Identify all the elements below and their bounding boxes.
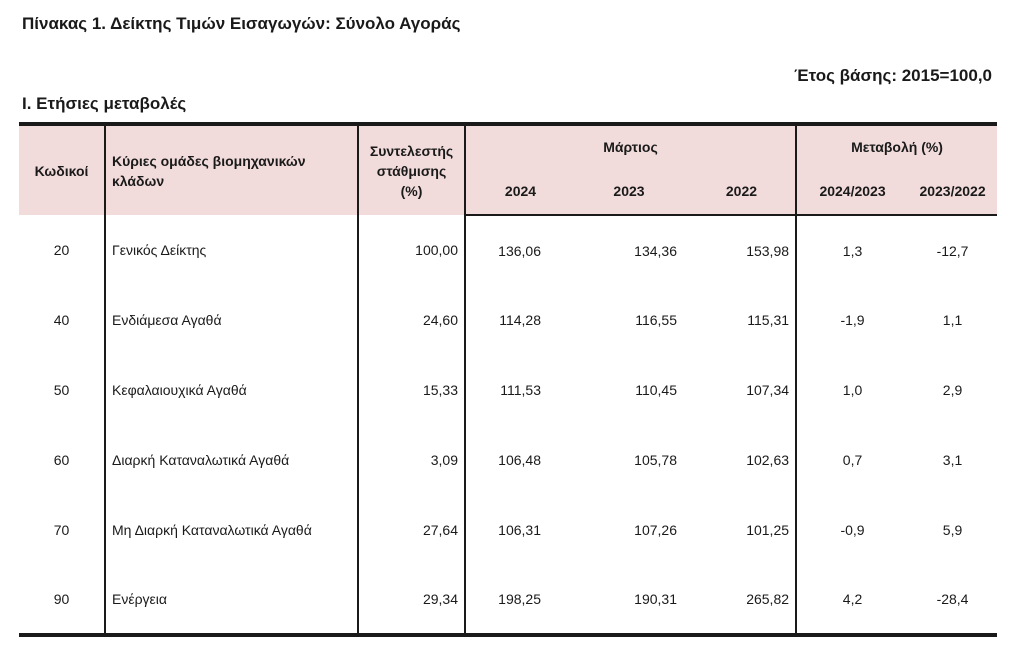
table-header [19, 124, 997, 215]
base-year-note: Έτος βάσης: 2015=100,0 [794, 66, 992, 85]
row-code: 40 [19, 285, 105, 355]
row-change-2024-2023: 0,7 [842, 452, 863, 468]
table-row [19, 565, 997, 635]
row-value-2023: 105,78 [634, 452, 677, 468]
header-year-2022: 2022 [683, 168, 796, 215]
row-code: 50 [19, 355, 105, 425]
row-code: 90 [19, 565, 105, 635]
row-weight: 29,34 [358, 565, 465, 635]
row-group: Κεφαλαιουχικά Αγαθά [105, 355, 358, 425]
header-codes: Κωδικοί [19, 124, 105, 215]
row-change-2023-2022: 1,1 [942, 312, 963, 328]
table-row [19, 215, 997, 285]
header-groups [105, 124, 358, 215]
price-index-table [19, 122, 997, 637]
row-change-2023-2022: 2,9 [942, 382, 963, 398]
row-change-2024-2023: 1,3 [842, 242, 863, 259]
table-row [19, 495, 997, 565]
row-value-2023: 116,55 [635, 312, 677, 328]
row-value-2023: 110,45 [635, 382, 677, 398]
row-change-2024-2023: -1,9 [840, 312, 865, 328]
row-value-2024: 111,53 [500, 382, 541, 398]
row-value-2024: 106,31 [498, 522, 541, 538]
table-row [19, 425, 997, 495]
table-row [19, 355, 997, 425]
row-code: 60 [19, 425, 105, 495]
table-title: Πίνακας 1. Δείκτης Τιμών Εισαγωγών: Σύνολο Αγοράς [22, 14, 461, 33]
row-weight: 24,60 [358, 285, 465, 355]
row-value-2024: 114,28 [499, 312, 541, 328]
row-weight: 27,64 [358, 495, 465, 565]
row-group: Διαρκή Καταναλωτικά Αγαθά [105, 425, 358, 495]
table-row [19, 285, 997, 355]
header-row-top [19, 124, 997, 168]
header-year-2023: 2023 [575, 168, 683, 215]
row-change-2024-2023: -0,9 [840, 522, 865, 538]
row-code: 20 [19, 215, 105, 285]
row-value-2023: 134,36 [634, 242, 677, 259]
row-group: Ενδιάμεσα Αγαθά [105, 285, 358, 355]
table-body [19, 215, 997, 635]
row-value-2024: 106,48 [498, 452, 541, 468]
row-value-2023: 190,31 [575, 565, 683, 635]
row-code: 70 [19, 495, 105, 565]
header-groups-label: Κύριες ομάδες βιομηχανικών κλάδων [112, 152, 306, 189]
row-change-2023-2022: 5,9 [942, 522, 963, 538]
row-value-2022: 107,34 [683, 355, 796, 425]
row-weight: 3,09 [358, 425, 465, 495]
row-change-2023-2022: 3,1 [942, 452, 963, 468]
row-value-2022: 101,25 [683, 495, 796, 565]
row-change-2023-2022: -12,7 [936, 242, 969, 259]
row-value-2024: 198,25 [465, 565, 575, 635]
header-change: Μεταβολή (%) [796, 124, 997, 168]
row-value-2022: 102,63 [683, 425, 796, 495]
row-group: Γενικός Δείκτης [105, 215, 358, 285]
section-heading: Ι. Ετήσιες μεταβολές [22, 94, 187, 113]
header-change-2024-2023: 2024/2023 [796, 168, 908, 215]
row-value-2023: 107,26 [634, 522, 677, 538]
row-weight: 100,00 [358, 215, 465, 285]
row-weight: 15,33 [358, 355, 465, 425]
row-group: Μη Διαρκή Καταναλωτικά Αγαθά [105, 495, 358, 565]
header-month: Μάρτιος [465, 124, 796, 168]
row-change-2024-2023: 4,2 [796, 565, 908, 635]
row-change-2023-2022: -28,4 [908, 565, 997, 635]
row-value-2022: 115,31 [683, 285, 796, 355]
row-value-2022: 265,82 [683, 565, 796, 635]
row-change-2024-2023: 1,0 [842, 382, 863, 398]
header-weight: Συντελεστής στάθμισης (%) [358, 124, 465, 215]
header-year-2024: 2024 [465, 168, 575, 215]
row-value-2022: 153,98 [683, 215, 796, 285]
row-group: Ενέργεια [105, 565, 358, 635]
header-change-2023-2022: 2023/2022 [908, 168, 997, 215]
row-value-2024: 136,06 [498, 242, 541, 259]
